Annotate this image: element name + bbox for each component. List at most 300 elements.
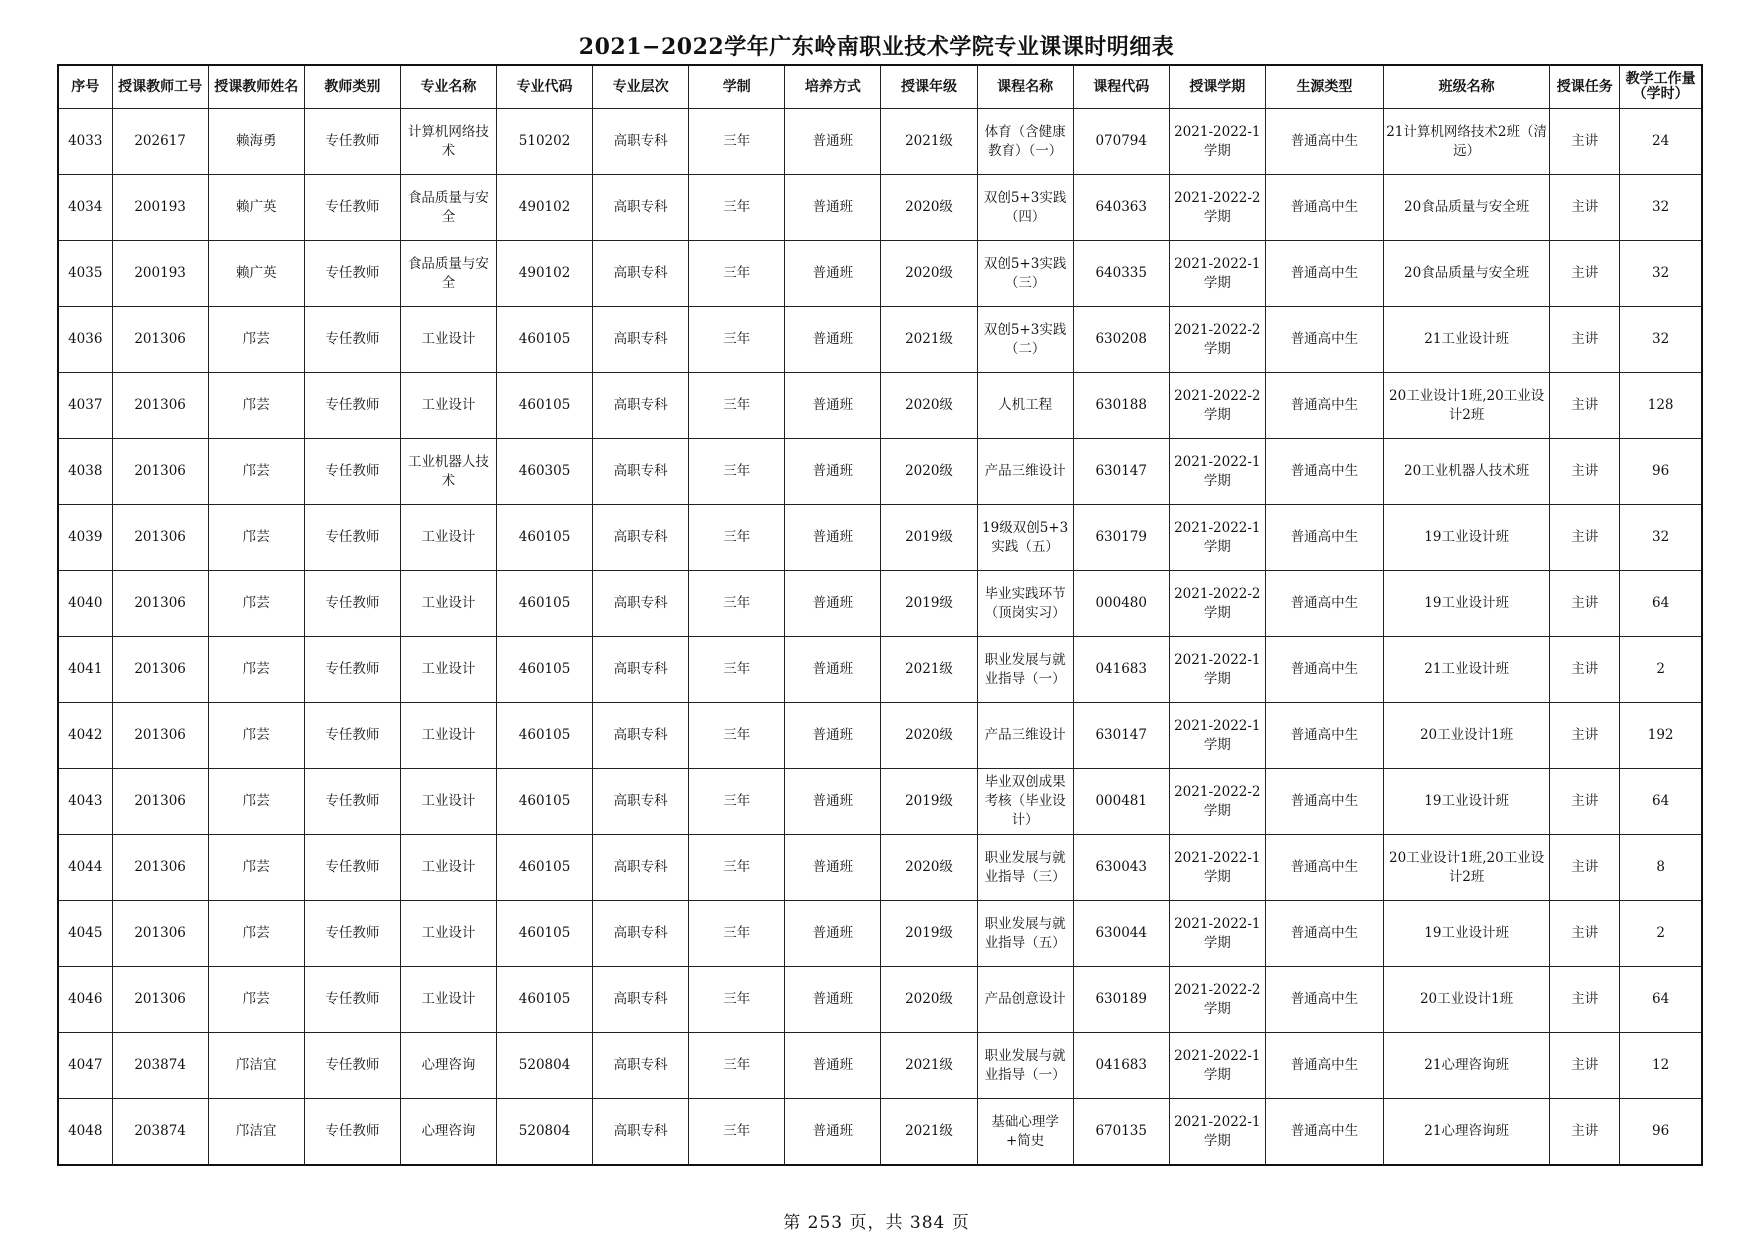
table-cell: 20工业设计1班,20工业设计2班 [1384,835,1550,901]
table-cell: 普通班 [785,175,881,241]
table-cell: 专任教师 [304,505,400,571]
table-row [58,373,1702,439]
table-cell: 630147 [1073,703,1169,769]
table-cell: 普通班 [785,439,881,505]
table-cell: 630188 [1073,373,1169,439]
table-cell: 2021-2022-1学期 [1169,901,1265,967]
table-cell: 201306 [112,505,208,571]
table-row [58,571,1702,637]
table-cell: 20食品质量与安全班 [1384,241,1550,307]
table-cell: 640363 [1073,175,1169,241]
table-cell: 普通高中生 [1265,1033,1383,1099]
table-row [58,241,1702,307]
table-cell: 专任教师 [304,967,400,1033]
table-cell: 邝洁宜 [208,1033,304,1099]
table-cell: 4039 [58,505,112,571]
table-cell: 460105 [497,637,593,703]
table-cell: 普通高中生 [1265,109,1383,175]
table-cell: 4048 [58,1099,112,1166]
table-cell: 460105 [497,769,593,835]
table-cell: 普通高中生 [1265,439,1383,505]
table-cell: 专任教师 [304,901,400,967]
table-cell: 19工业设计班 [1384,901,1550,967]
table-cell: 203874 [112,1033,208,1099]
table-cell: 邝芸 [208,835,304,901]
table-row [58,109,1702,175]
table-cell: 三年 [689,373,785,439]
table-cell: 高职专科 [593,109,689,175]
table-cell: 2020级 [881,967,977,1033]
table-cell: 201306 [112,637,208,703]
table-row [58,439,1702,505]
table-cell: 专任教师 [304,769,400,835]
table-cell: 19工业设计班 [1384,571,1550,637]
table-cell: 产品创意设计 [977,967,1073,1033]
table-cell: 基础心理学+简史 [977,1099,1073,1166]
table-cell: 2021-2022-1学期 [1169,835,1265,901]
table-cell: 主讲 [1550,1099,1620,1166]
table-cell: 2020级 [881,703,977,769]
table-cell: 普通班 [785,703,881,769]
column-header: 授课教师工号 [112,65,208,109]
table-cell: 三年 [689,769,785,835]
table-header-row [58,65,1702,109]
table-cell: 2021-2022-2学期 [1169,175,1265,241]
table-cell: 人机工程 [977,373,1073,439]
table-cell: 2021-2022-1学期 [1169,505,1265,571]
table-cell: 630043 [1073,835,1169,901]
table-cell: 邝芸 [208,703,304,769]
table-cell: 2020级 [881,439,977,505]
table-cell: 职业发展与就业指导（五） [977,901,1073,967]
table-cell: 高职专科 [593,703,689,769]
table-cell: 工业机器人技术 [400,439,496,505]
table-cell: 21心理咨询班 [1384,1033,1550,1099]
table-cell: 041683 [1073,637,1169,703]
table-cell: 职业发展与就业指导（一） [977,1033,1073,1099]
table-cell: 普通高中生 [1265,505,1383,571]
column-header: 专业层次 [593,65,689,109]
table-cell: 2019级 [881,505,977,571]
table-cell: 主讲 [1550,439,1620,505]
table-cell: 普通班 [785,901,881,967]
table-cell: 000480 [1073,571,1169,637]
table-cell: 专任教师 [304,241,400,307]
table-cell: 19工业设计班 [1384,769,1550,835]
table-cell: 主讲 [1550,637,1620,703]
table-cell: 201306 [112,967,208,1033]
table-cell: 460105 [497,373,593,439]
table-cell: 2020级 [881,373,977,439]
table-cell: 21工业设计班 [1384,637,1550,703]
table-cell: 邝芸 [208,769,304,835]
table-cell: 普通班 [785,307,881,373]
column-header: 课程名称 [977,65,1073,109]
table-cell: 670135 [1073,1099,1169,1166]
table-cell: 2021级 [881,1099,977,1166]
table-cell: 邝芸 [208,901,304,967]
table-cell: 高职专科 [593,637,689,703]
table-cell: 21工业设计班 [1384,307,1550,373]
column-header: 授课任务 [1550,65,1620,109]
table-row [58,769,1702,835]
table-cell: 三年 [689,439,785,505]
table-cell: 2021-2022-1学期 [1169,109,1265,175]
column-header: 班级名称 [1384,65,1550,109]
table-cell: 2021-2022-2学期 [1169,571,1265,637]
table-cell: 工业设计 [400,901,496,967]
table-cell: 32 [1620,307,1702,373]
table-row [58,1033,1702,1099]
table-cell: 高职专科 [593,439,689,505]
table-cell: 三年 [689,835,785,901]
table-cell: 主讲 [1550,373,1620,439]
table-body [58,109,1702,1166]
table-cell: 高职专科 [593,505,689,571]
table-cell: 2021-2022-1学期 [1169,703,1265,769]
table-cell: 双创5+3实践（四） [977,175,1073,241]
page-footer: 第 253 页，共 384 页 [783,1213,970,1233]
table-cell: 普通高中生 [1265,241,1383,307]
table-cell: 4040 [58,571,112,637]
table-row [58,637,1702,703]
table-cell: 普通高中生 [1265,1099,1383,1166]
column-header: 教学工作量（学时） [1620,65,1702,109]
table-cell: 高职专科 [593,175,689,241]
table-cell: 2 [1620,637,1702,703]
table-row [58,307,1702,373]
table-row [58,175,1702,241]
table-cell: 192 [1620,703,1702,769]
table-cell: 专任教师 [304,835,400,901]
table-cell: 520804 [497,1099,593,1166]
table-cell: 630208 [1073,307,1169,373]
table-cell: 64 [1620,571,1702,637]
table-cell: 201306 [112,703,208,769]
column-header: 授课年级 [881,65,977,109]
table-cell: 三年 [689,571,785,637]
table-cell: 2021级 [881,1033,977,1099]
table-cell: 20工业设计1班,20工业设计2班 [1384,373,1550,439]
table-cell: 普通高中生 [1265,571,1383,637]
table-cell: 赖广英 [208,175,304,241]
table-cell: 普通高中生 [1265,769,1383,835]
table-cell: 12 [1620,1033,1702,1099]
table-cell: 三年 [689,241,785,307]
table-cell: 计算机网络技术 [400,109,496,175]
table-cell: 201306 [112,835,208,901]
table-cell: 三年 [689,1033,785,1099]
table-cell: 普通高中生 [1265,703,1383,769]
table-cell: 2021-2022-1学期 [1169,439,1265,505]
table-cell: 高职专科 [593,1099,689,1166]
table-cell: 邝芸 [208,967,304,1033]
table-cell: 普通高中生 [1265,901,1383,967]
table-cell: 专任教师 [304,1099,400,1166]
table-cell: 2021-2022-2学期 [1169,769,1265,835]
column-header: 教师类别 [304,65,400,109]
table-cell: 2019级 [881,901,977,967]
table-cell: 201306 [112,439,208,505]
table-cell: 专任教师 [304,307,400,373]
table-cell: 96 [1620,1099,1702,1166]
table-cell: 4042 [58,703,112,769]
table-cell: 490102 [497,241,593,307]
table-cell: 普通高中生 [1265,175,1383,241]
table-cell: 主讲 [1550,307,1620,373]
table-cell: 普通班 [785,505,881,571]
table-cell: 21计算机网络技术2班（清远） [1384,109,1550,175]
table-cell: 工业设计 [400,835,496,901]
table-cell: 2021-2022-2学期 [1169,307,1265,373]
table-cell: 高职专科 [593,1033,689,1099]
table-cell: 主讲 [1550,967,1620,1033]
table-cell: 510202 [497,109,593,175]
table-cell: 4044 [58,835,112,901]
table-cell: 三年 [689,637,785,703]
table-cell: 2021级 [881,637,977,703]
table-cell: 普通班 [785,571,881,637]
table-cell: 专任教师 [304,571,400,637]
table-cell: 产品三维设计 [977,703,1073,769]
table-cell: 64 [1620,769,1702,835]
column-header: 生源类型 [1265,65,1383,109]
table-cell: 普通高中生 [1265,835,1383,901]
table-cell: 64 [1620,967,1702,1033]
table-cell: 高职专科 [593,373,689,439]
table-row [58,901,1702,967]
table-cell: 200193 [112,175,208,241]
table-cell: 高职专科 [593,835,689,901]
table-cell: 高职专科 [593,901,689,967]
table-cell: 2021-2022-1学期 [1169,241,1265,307]
table-cell: 8 [1620,835,1702,901]
table-cell: 心理咨询 [400,1099,496,1166]
table-cell: 2021-2022-2学期 [1169,967,1265,1033]
table-cell: 460105 [497,967,593,1033]
table-cell: 2 [1620,901,1702,967]
column-header: 培养方式 [785,65,881,109]
table-cell: 640335 [1073,241,1169,307]
table-cell: 普通班 [785,637,881,703]
table-cell: 赖广英 [208,241,304,307]
table-cell: 19工业设计班 [1384,505,1550,571]
table-cell: 200193 [112,241,208,307]
table-cell: 三年 [689,175,785,241]
table-cell: 主讲 [1550,769,1620,835]
table-cell: 工业设计 [400,307,496,373]
table-cell: 邝芸 [208,307,304,373]
table-cell: 工业设计 [400,637,496,703]
table-cell: 21心理咨询班 [1384,1099,1550,1166]
table-cell: 专任教师 [304,1033,400,1099]
table-cell: 普通班 [785,373,881,439]
table-cell: 19级双创5+3实践（五） [977,505,1073,571]
table-cell: 工业设计 [400,505,496,571]
table-cell: 520804 [497,1033,593,1099]
table-cell: 普通高中生 [1265,307,1383,373]
table-cell: 专任教师 [304,109,400,175]
table-cell: 460105 [497,307,593,373]
table-cell: 20工业机器人技术班 [1384,439,1550,505]
table-cell: 普通班 [785,109,881,175]
table-cell: 主讲 [1550,109,1620,175]
table-cell: 产品三维设计 [977,439,1073,505]
table-cell: 高职专科 [593,241,689,307]
table-cell: 630189 [1073,967,1169,1033]
table-cell: 2021-2022-1学期 [1169,1033,1265,1099]
table-cell: 专任教师 [304,439,400,505]
column-header: 序号 [58,65,112,109]
table-row [58,505,1702,571]
table-cell: 2021级 [881,109,977,175]
table-cell: 主讲 [1550,1033,1620,1099]
table-cell: 食品质量与安全 [400,175,496,241]
table-cell: 工业设计 [400,373,496,439]
table-cell: 邝芸 [208,637,304,703]
table-cell: 2020级 [881,835,977,901]
column-header: 课程代码 [1073,65,1169,109]
table-row [58,967,1702,1033]
table-cell: 2021-2022-2学期 [1169,373,1265,439]
table-cell: 高职专科 [593,571,689,637]
table-cell: 4043 [58,769,112,835]
page-title: 2021−2022学年广东岭南职业技术学院专业课课时明细表 [578,34,1175,60]
table-cell: 4034 [58,175,112,241]
table-cell: 630147 [1073,439,1169,505]
table-cell: 2019级 [881,571,977,637]
table-cell: 主讲 [1550,835,1620,901]
table-cell: 高职专科 [593,967,689,1033]
table-cell: 4047 [58,1033,112,1099]
table-cell: 三年 [689,307,785,373]
table-cell: 4037 [58,373,112,439]
table-cell: 2020级 [881,241,977,307]
table-cell: 三年 [689,1099,785,1166]
course-hours-table [57,64,1703,1166]
table-cell: 专任教师 [304,703,400,769]
table-cell: 4045 [58,901,112,967]
table-cell: 490102 [497,175,593,241]
table-cell: 20工业设计1班 [1384,967,1550,1033]
table-cell: 工业设计 [400,967,496,1033]
table-cell: 普通班 [785,1099,881,1166]
table-cell: 4046 [58,967,112,1033]
table-cell: 630044 [1073,901,1169,967]
table-cell: 工业设计 [400,769,496,835]
column-header: 授课教师姓名 [208,65,304,109]
table-cell: 普通高中生 [1265,967,1383,1033]
table-cell: 4036 [58,307,112,373]
table-cell: 专任教师 [304,637,400,703]
table-cell: 普通班 [785,967,881,1033]
table-cell: 体育（含健康教育）（一） [977,109,1073,175]
table-cell: 201306 [112,901,208,967]
table-cell: 邝芸 [208,505,304,571]
table-cell: 职业发展与就业指导（一） [977,637,1073,703]
table-cell: 赖海勇 [208,109,304,175]
column-header: 专业代码 [497,65,593,109]
table-cell: 460305 [497,439,593,505]
table-cell: 普通班 [785,1033,881,1099]
column-header: 学制 [689,65,785,109]
table-cell: 普通高中生 [1265,373,1383,439]
table-cell: 070794 [1073,109,1169,175]
table-cell: 202617 [112,109,208,175]
table-cell: 普通高中生 [1265,637,1383,703]
table-cell: 专任教师 [304,175,400,241]
table-cell: 203874 [112,1099,208,1166]
table-row [58,835,1702,901]
table-cell: 2019级 [881,769,977,835]
table-cell: 201306 [112,571,208,637]
table-row [58,703,1702,769]
table-cell: 心理咨询 [400,1033,496,1099]
table-cell: 96 [1620,439,1702,505]
table-cell: 460105 [497,835,593,901]
table-cell: 4033 [58,109,112,175]
column-header: 授课学期 [1169,65,1265,109]
table-cell: 201306 [112,769,208,835]
table-cell: 主讲 [1550,901,1620,967]
table-cell: 职业发展与就业指导（三） [977,835,1073,901]
table-cell: 三年 [689,505,785,571]
column-header: 专业名称 [400,65,496,109]
table-cell: 三年 [689,901,785,967]
table-cell: 高职专科 [593,307,689,373]
table-cell: 普通班 [785,769,881,835]
table-cell: 32 [1620,505,1702,571]
table-cell: 邝洁宜 [208,1099,304,1166]
table-cell: 32 [1620,241,1702,307]
table-cell: 邝芸 [208,571,304,637]
table-cell: 主讲 [1550,505,1620,571]
table-cell: 主讲 [1550,241,1620,307]
table-cell: 000481 [1073,769,1169,835]
table-cell: 201306 [112,373,208,439]
table-cell: 460105 [497,901,593,967]
table-cell: 普通班 [785,835,881,901]
table-cell: 32 [1620,175,1702,241]
table-cell: 2021级 [881,307,977,373]
table-cell: 460105 [497,703,593,769]
table-cell: 双创5+3实践（三） [977,241,1073,307]
table-cell: 24 [1620,109,1702,175]
table-cell: 20工业设计1班 [1384,703,1550,769]
table-cell: 毕业双创成果考核（毕业设计） [977,769,1073,835]
table-cell: 主讲 [1550,703,1620,769]
table-cell: 4035 [58,241,112,307]
table-cell: 普通班 [785,241,881,307]
table-cell: 主讲 [1550,175,1620,241]
table-cell: 2020级 [881,175,977,241]
table-cell: 460105 [497,571,593,637]
table-cell: 20食品质量与安全班 [1384,175,1550,241]
table-cell: 主讲 [1550,571,1620,637]
table-cell: 460105 [497,505,593,571]
table-cell: 三年 [689,703,785,769]
table-cell: 双创5+3实践（二） [977,307,1073,373]
table-cell: 三年 [689,967,785,1033]
table-cell: 128 [1620,373,1702,439]
table-cell: 邝芸 [208,439,304,505]
table-cell: 食品质量与安全 [400,241,496,307]
table-cell: 毕业实践环节（顶岗实习） [977,571,1073,637]
table-cell: 工业设计 [400,703,496,769]
table-cell: 630179 [1073,505,1169,571]
table-cell: 4041 [58,637,112,703]
table-cell: 2021-2022-1学期 [1169,637,1265,703]
